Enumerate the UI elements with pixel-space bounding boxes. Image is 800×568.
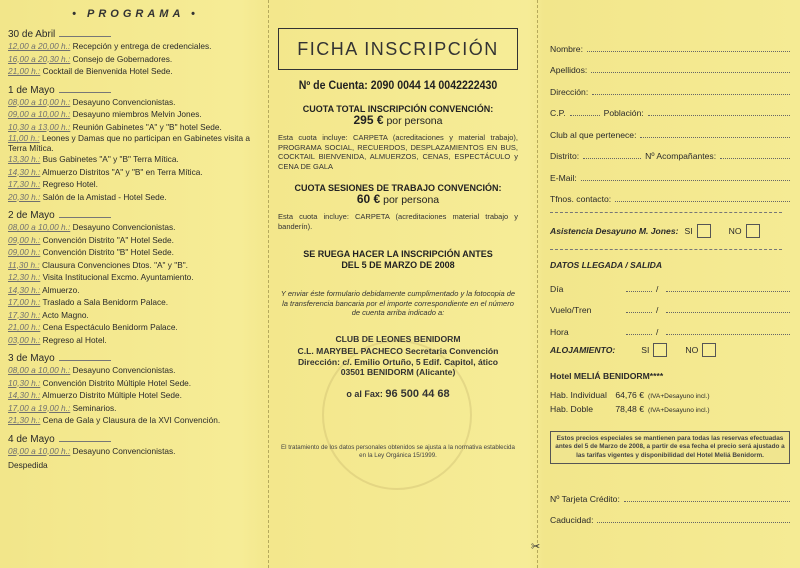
ficha-title: FICHA INSCRIPCIÓN xyxy=(278,28,518,70)
day-rule xyxy=(59,441,111,442)
cuota-total-price-line xyxy=(278,115,518,127)
vuelo-label: Vuelo/Tren xyxy=(550,305,592,315)
form-divider-1 xyxy=(550,212,782,213)
alojamiento-si-label: SI xyxy=(641,344,650,355)
caducidad-input-line[interactable] xyxy=(597,522,790,523)
cuota-sesiones-description: Esta cuota incluye: CARPETA (acreditaciones material trabajo y banderín). xyxy=(278,212,518,231)
fax-label: o al Fax: xyxy=(346,388,386,399)
cuota-total-price: 295 € xyxy=(353,113,384,127)
event-time: 14,30 h.: xyxy=(8,166,41,177)
apellidos-input-line[interactable] xyxy=(591,72,790,73)
programa-event xyxy=(8,65,263,78)
event-time: 08,00 a 10,00 h.: xyxy=(8,96,71,107)
event-time: 17,30 h.: xyxy=(8,179,41,189)
event-time: 08,00 a 10,00 h.: xyxy=(8,222,71,232)
apellidos-field[interactable] xyxy=(550,54,790,76)
event-time: 11,00 h.: xyxy=(8,133,40,143)
club-label: Club al que pertenece: xyxy=(550,129,637,140)
alojamiento-si-checkbox[interactable] xyxy=(653,343,667,357)
programa-day xyxy=(8,353,263,427)
cuota-sesiones-price-line xyxy=(278,194,518,206)
event-text: Desayuno Convencionistas. xyxy=(72,365,176,375)
programa-days xyxy=(8,29,263,457)
hora-label: Hora xyxy=(550,326,569,337)
event-time: 21,00 h.: xyxy=(8,66,41,76)
event-text: Almuerzo Distrito Múltiple Hotel Sede. xyxy=(42,390,182,400)
programa-event xyxy=(8,153,263,166)
distrito-field[interactable] xyxy=(550,140,790,162)
event-time: 17,00 a 19,00 h.: xyxy=(8,402,71,413)
programa-event xyxy=(8,108,263,121)
poblacion-label: Población: xyxy=(603,108,644,118)
programa-event xyxy=(8,389,263,402)
programa-event xyxy=(8,334,263,347)
programa-event xyxy=(8,178,263,191)
direccion-input-line[interactable] xyxy=(592,94,790,95)
acompanantes-input-line[interactable] xyxy=(720,158,790,159)
fax-number: 96 500 44 68 xyxy=(385,387,450,400)
programa-event xyxy=(8,284,263,297)
apellidos-label: Apellidos: xyxy=(550,65,588,75)
day-heading xyxy=(8,29,263,40)
event-time: 13,30 h.: xyxy=(8,154,41,164)
programa-event xyxy=(8,133,263,153)
programa-event xyxy=(8,121,263,134)
event-time: 10,30 a 13,00 h.: xyxy=(8,121,71,132)
vuelo-input-1[interactable] xyxy=(626,312,652,313)
dia-field[interactable] xyxy=(550,272,790,294)
event-text: Bus Gabinetes "A" y "B" Terra Mítica. xyxy=(42,154,179,164)
event-time: 14,30 h.: xyxy=(8,390,41,400)
event-text: Regreso Hotel. xyxy=(42,179,98,189)
cuota-sesiones-block xyxy=(278,183,518,206)
event-text: Acto Magno. xyxy=(42,309,89,320)
programa-event xyxy=(8,445,263,458)
programa-day xyxy=(8,29,263,78)
email-label: E-Mail: xyxy=(550,172,577,183)
caducidad-field[interactable] xyxy=(550,504,790,526)
programa-event xyxy=(8,364,263,377)
deadline-line-2: DEL 5 DE MARZO DE 2008 xyxy=(341,260,455,270)
desayuno-no-checkbox[interactable] xyxy=(746,224,760,238)
event-text: Almuerzo. xyxy=(42,284,80,295)
event-text: Desayuno Convencionistas. xyxy=(72,445,176,456)
event-time: 12,30 h.: xyxy=(8,272,41,282)
hora-input-2[interactable] xyxy=(666,334,790,335)
ficha-panel xyxy=(278,28,518,460)
event-time: 09,00 h.: xyxy=(8,247,41,257)
event-text: Cena de Gala y Clausura de la XVI Convención. xyxy=(42,415,221,425)
programa-closing: Despedida xyxy=(8,460,48,470)
day-date: 1 de Mayo xyxy=(8,84,55,96)
programa-day xyxy=(8,85,263,204)
event-time: 20,30 h.: xyxy=(8,191,41,202)
cut-line xyxy=(537,0,538,568)
programa-event xyxy=(8,271,263,284)
hab-doble-note: (IVA+Desayuno incl.) xyxy=(648,406,710,414)
club-city: 03501 BENIDORM (Alicante) xyxy=(340,367,456,377)
dia-input-1[interactable] xyxy=(626,291,652,292)
hora-field[interactable] xyxy=(550,315,790,337)
cuota-total-suffix: por persona xyxy=(383,115,443,127)
programa-day xyxy=(8,210,263,346)
cuota-total-block xyxy=(278,104,518,127)
cp-poblacion-field[interactable] xyxy=(550,97,790,119)
event-text: Salón de la Amistad - Hotel Sede. xyxy=(42,191,167,202)
event-text: Recepción y entrega de credenciales. xyxy=(72,41,212,51)
programa-event xyxy=(8,221,263,234)
form-divider-2 xyxy=(550,249,782,250)
event-time: 16,00 a 20,30 h.: xyxy=(8,53,71,64)
hora-slash: / xyxy=(656,326,659,337)
vuelo-slash: / xyxy=(656,305,659,315)
programa-event xyxy=(8,246,263,259)
tarjeta-label: Nº Tarjeta Crédito: xyxy=(550,493,620,504)
day-heading xyxy=(8,85,263,96)
desayuno-si-label: SI xyxy=(684,226,693,236)
event-time: 10,30 h.: xyxy=(8,377,41,388)
programa-event xyxy=(8,191,263,204)
nombre-input-line[interactable] xyxy=(587,51,790,52)
event-text: Convención Distrito Múltiple Hotel Sede. xyxy=(42,377,192,388)
dia-slash: / xyxy=(656,283,659,294)
event-text: Almuerzo Distritos "A" y "B" en Terra Mítica. xyxy=(42,166,203,177)
registration-form xyxy=(550,32,790,525)
club-street: Dirección: c/. Emilio Ortuño, 5 Edif. Capitol, ático xyxy=(297,356,499,367)
club-name: CLUB DE LEONES BENIDORM xyxy=(335,333,461,344)
event-text: Clausura Convenciones Dtos. "A" y "B". xyxy=(42,259,188,270)
day-heading xyxy=(8,353,263,364)
club-field[interactable] xyxy=(550,118,790,140)
event-text: Consejo de Gobernadores. xyxy=(72,53,173,64)
programa-event xyxy=(8,53,263,66)
programa-event xyxy=(8,296,263,309)
event-text: Visita Institucional Excmo. Ayuntamiento. xyxy=(42,272,194,282)
desayuno-no-label: NO xyxy=(728,226,742,236)
day-rule xyxy=(59,360,111,361)
distrito-input-line[interactable] xyxy=(583,158,641,159)
fax-line xyxy=(278,388,518,400)
distrito-label: Distrito: xyxy=(550,151,580,161)
programa-panel xyxy=(8,8,263,470)
scissors-icon: ✂ xyxy=(531,541,541,553)
day-rule xyxy=(59,217,111,218)
event-time: 11,30 h.: xyxy=(8,259,40,270)
cuota-total-heading: CUOTA TOTAL INSCRIPCIÓN CONVENCIÓN: xyxy=(302,104,494,114)
event-time: 17,00 h.: xyxy=(8,297,41,307)
event-text: Desayuno Convencionistas. xyxy=(72,96,176,107)
event-text: Desayuno Convencionistas. xyxy=(72,222,176,232)
nombre-label: Nombre: xyxy=(550,43,583,54)
event-time: 14,30 h.: xyxy=(8,284,41,295)
programa-event xyxy=(8,321,263,334)
price-notice-box: Estos precios especiales se mantienen para todas las reservas efectuadas antes del 5 de Marzo de 2008, a partir de esa fecha el precio será ajustado a las tarifas vigentes y disponibilidad del Hotel Meliá Benidorm. xyxy=(550,431,790,465)
event-time: 08,00 a 10,00 h.: xyxy=(8,445,71,456)
hab-individual-price: 64,76 € xyxy=(615,389,644,400)
event-text: Traslado a Sala Benidorm Palace. xyxy=(42,297,169,307)
day-date: 3 de Mayo xyxy=(8,353,55,364)
event-text: Reunión Gabinetes "A" y "B" hotel Sede. xyxy=(72,121,222,132)
day-date: 30 de Abril xyxy=(8,29,56,40)
event-time: 08,00 a 10,00 h.: xyxy=(8,365,71,375)
cuota-sesiones-heading: CUOTA SESIONES DE TRABAJO CONVENCIÓN: xyxy=(294,183,502,193)
club-input-line[interactable] xyxy=(640,137,790,138)
telefonos-label: Tfnos. contacto: xyxy=(550,194,612,204)
hab-individual-label: Hab. Individual xyxy=(550,389,607,400)
day-heading xyxy=(8,434,263,445)
fold-line-left xyxy=(268,0,269,568)
event-text: Convención Distrito "B" Hotel Sede. xyxy=(42,247,174,257)
hab-individual-note: (IVA+Desayuno incl.) xyxy=(648,392,710,400)
desayuno-si-checkbox[interactable] xyxy=(697,224,711,238)
cuota-sesiones-suffix: por persona xyxy=(380,194,440,206)
programa-title: • PROGRAMA • xyxy=(72,8,199,20)
event-text: Cena Espectáculo Benidorm Palace. xyxy=(42,322,178,332)
hab-doble-row xyxy=(550,403,790,417)
telefonos-field[interactable] xyxy=(550,183,790,205)
day-date: 4 de Mayo xyxy=(8,433,55,445)
programa-event xyxy=(8,414,263,427)
dia-label: Día xyxy=(550,283,564,294)
event-time: 03,00 h.: xyxy=(8,334,41,345)
programa-event xyxy=(8,377,263,390)
cuota-total-description: Esta cuota incluye: CARPETA (acreditaciones y material trabajo), PROGRAMA SOCIAL, RECUERDOS, DESPLAZAMIENTOS EN BUS, COCKTAIL BIENVENIDA, ALMUERZOS, CENAS, ESPECTÁCULO y CENA DE GALA xyxy=(278,133,518,171)
hora-input-1[interactable] xyxy=(626,334,652,335)
day-rule xyxy=(59,36,111,37)
email-input-line[interactable] xyxy=(581,180,790,181)
acompanantes-label: Nº Acompañantes: xyxy=(645,151,717,161)
send-instructions: Y enviar éste formulario debidamente cumplimentado y la fotocopia de la transferencia bancaria por el importe correspondiente en el número de cuenta arriba indicado a: xyxy=(280,289,516,317)
direccion-field[interactable] xyxy=(550,75,790,97)
account-number: Nº de Cuenta: 2090 0044 14 0042222430 xyxy=(298,80,498,92)
event-text: Desayuno miembros Melvin Jones. xyxy=(72,109,202,119)
hab-doble-price: 78,48 € xyxy=(615,403,644,414)
legal-note: El tratamiento de los datos personales obtenidos se ajusta a la normativa establecida en la Ley Orgánica 15/1999. xyxy=(281,443,515,459)
event-time: 09,00 a 10,00 h.: xyxy=(8,109,71,119)
event-time: 21,30 h.: xyxy=(8,415,41,425)
telefonos-input-line[interactable] xyxy=(615,201,790,202)
programa-event xyxy=(8,259,263,272)
desayuno-row xyxy=(550,221,790,241)
nombre-field[interactable] xyxy=(550,32,790,54)
programa-event xyxy=(8,166,263,179)
desayuno-label: Asistencia Desayuno M. Jones: xyxy=(550,226,679,236)
programa-event xyxy=(8,40,263,53)
event-time: 17,30 h.: xyxy=(8,309,41,320)
programa-event xyxy=(8,309,263,322)
event-text: Convención Distrito "A" Hotel Sede. xyxy=(42,234,174,245)
caducidad-label: Caducidad: xyxy=(550,515,594,526)
programa-event xyxy=(8,402,263,415)
programa-day xyxy=(8,434,263,458)
direccion-label: Dirección: xyxy=(550,86,589,97)
event-time: 09,00 h.: xyxy=(8,234,41,245)
day-rule xyxy=(59,92,111,93)
cp-input-line[interactable] xyxy=(570,115,600,116)
poblacion-input-line[interactable] xyxy=(648,115,790,116)
event-text: Leones y Damas que no participan en Gabinetes visita a Terra Mítica. xyxy=(8,133,251,153)
tarjeta-input-line[interactable] xyxy=(624,501,790,502)
day-heading xyxy=(8,210,263,221)
event-text: Seminarios. xyxy=(72,402,117,413)
hab-individual-row xyxy=(550,389,790,403)
alojamiento-no-checkbox[interactable] xyxy=(702,343,716,357)
programa-event xyxy=(8,96,263,109)
event-text: Regreso al Hotel. xyxy=(42,334,107,345)
club-address xyxy=(278,334,518,378)
alojamiento-row xyxy=(550,337,790,363)
hab-doble-label: Hab. Doble xyxy=(550,403,593,414)
email-field[interactable] xyxy=(550,161,790,183)
vuelo-field[interactable] xyxy=(550,294,790,316)
deadline-line-1: SE RUEGA HACER LA INSCRIPCIÓN ANTES xyxy=(303,249,493,259)
dia-input-2[interactable] xyxy=(666,291,790,292)
hotel-name: Hotel MELIÁ BENIDORM**** xyxy=(550,370,664,381)
alojamiento-no-label: NO xyxy=(685,344,699,355)
event-time: 21,00 h.: xyxy=(8,322,41,332)
cp-label: C.P. xyxy=(550,108,566,118)
alojamiento-label: ALOJAMIENTO: xyxy=(550,344,616,355)
vuelo-input-2[interactable] xyxy=(666,312,790,313)
programa-event xyxy=(8,234,263,247)
club-contact: C.L. MARYBEL PACHECO Secretaria Convención xyxy=(297,346,499,356)
llegada-title: DATOS LLEGADA / SALIDA xyxy=(550,260,663,270)
deadline-notice xyxy=(278,249,518,271)
day-date: 2 de Mayo xyxy=(8,210,55,221)
cuota-sesiones-price: 60 € xyxy=(356,192,381,206)
tarjeta-field[interactable] xyxy=(550,482,790,504)
event-text: Cocktail de Bienvenida Hotel Sede. xyxy=(42,66,173,76)
event-time: 12,00 a 20,00 h.: xyxy=(8,41,71,51)
